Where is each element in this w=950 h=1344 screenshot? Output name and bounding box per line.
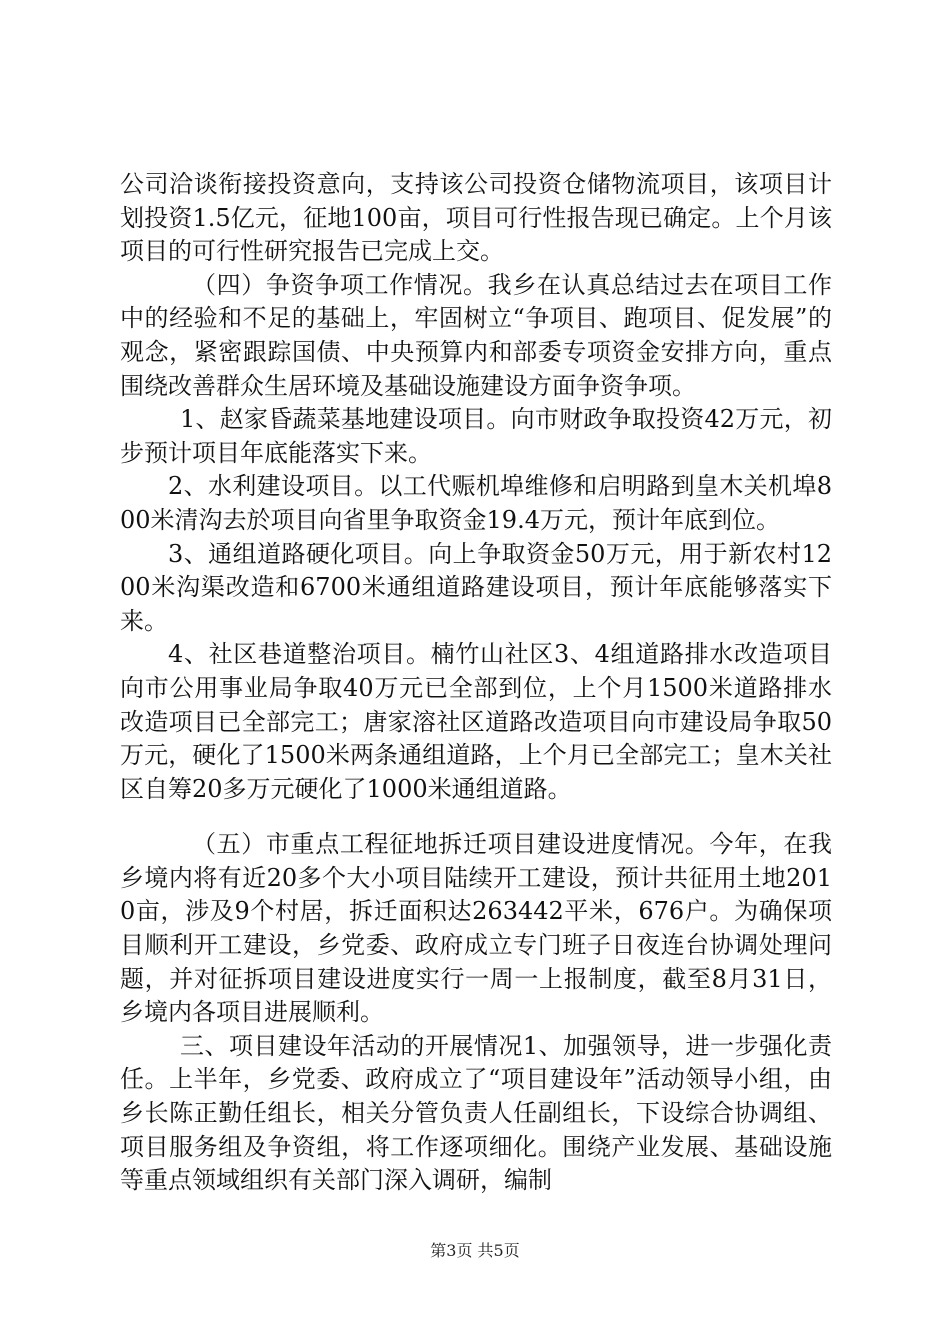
paragraph-spacer	[120, 806, 832, 828]
paragraph-item-1-vegetable-base: 1、赵家昏蔬菜基地建设项目。向市财政争取投资42万元，初步预计项目年底能落实下来。	[120, 405, 832, 467]
document-body	[120, 168, 832, 1198]
paragraph-item-3-road-hardening: 3、通组道路硬化项目。向上争取资金50万元，用于新农村1200米沟渠改造和6700米通组道路建设项目，预计年底能够落实下来。	[120, 539, 832, 635]
paragraph-section-five-demolition: （五）市重点工程征地拆迁项目建设进度情况。今年，在我乡境内将有近20多个大小项目陆续开工建设，预计共征用土地2010亩，涉及9个村居，拆迁面积达263442平米，676户。为确保项目顺利开工建设，乡党委、政府成立专门班子日夜连台协调处理问题，并对征拆项目建设进度实行一周一上报制度，截至8月31日，乡境内各项目进展顺利。	[120, 830, 832, 1027]
paragraph-item-2-water-conservancy: 2、水利建设项目。以工代赈机埠维修和启明路到皇木关机埠800米清沟去於项目向省里争取资金19.4万元，预计年底到位。	[120, 472, 832, 534]
paragraph-section-three-activities: 三、项目建设年活动的开展情况1、加强领导，进一步强化责任。上半年，乡党委、政府成立了“项目建设年”活动领导小组，由乡长陈正勤任组长，相关分管负责人任副组长，下设综合协调组、项目服务组及争资组，将工作逐项细化。围绕产业发展、基础设施等重点领域组织有关部门深入调研，编制	[120, 1031, 832, 1195]
page-number-label: 第3页 共5页	[430, 1241, 520, 1260]
paragraph-section-four-funding: （四）争资争项工作情况。我乡在认真总结过去在项目工作中的经验和不足的基础上，牢固树立“争项目、跑项目、促发展”的观念，紧密跟踪国债、中央预算内和部委专项资金安排方向，重点围绕改善群众生居环境及基础设施建设方面争资争项。	[120, 270, 832, 400]
page-footer	[0, 1241, 950, 1261]
paragraph-investment-continuation: 公司洽谈衔接投资意向，支持该公司投资仓储物流项目，该项目计划投资1.5亿元，征地100亩，项目可行性报告现已确定。上个月该项目的可行性研究报告已完成上交。	[120, 170, 832, 266]
paragraph-item-4-community-lanes: 4、社区巷道整治项目。楠竹山社区3、4组道路排水改造项目向市公用事业局争取40万元已全部到位，上个月1500米道路排水改造项目已全部完工；唐家溶社区道路改造项目向市建设局争取50万元，硬化了1500米两条通组道路，上个月已全部完工；皇木关社区自筹20多万元硬化了1000米通组道路。	[120, 640, 832, 803]
